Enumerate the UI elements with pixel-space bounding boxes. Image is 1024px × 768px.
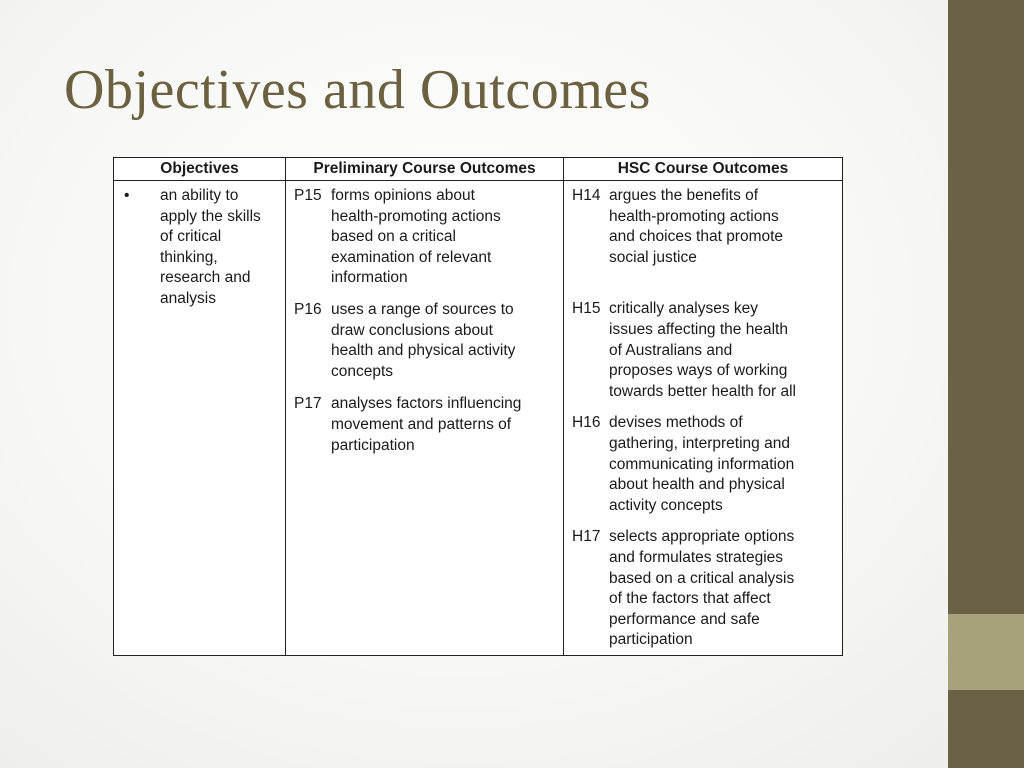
- objectives-outcomes-table: [113, 157, 843, 656]
- text-line: devises methods of: [609, 414, 743, 432]
- text-line: of critical: [160, 228, 222, 246]
- text-line: health and physical activity: [331, 342, 516, 360]
- text-line: health-promoting actions: [331, 207, 501, 225]
- header-preliminary-course-outcomes: Preliminary Course Outcomes: [286, 158, 564, 181]
- text-line: examination of relevant: [331, 248, 492, 266]
- outcome-description: [331, 394, 557, 456]
- text-line: issues affecting the health: [609, 320, 788, 338]
- outcome-description: [609, 413, 836, 516]
- outcome-h14: [572, 186, 836, 268]
- outcome-p17: [294, 394, 557, 456]
- sidebar-accent-block: [948, 614, 1024, 690]
- outcome-h15: [572, 299, 836, 402]
- text-line: research and: [160, 269, 251, 287]
- outcome-code: H15: [572, 300, 601, 318]
- text-line: argues the benefits of: [609, 187, 759, 204]
- table-row: [114, 181, 843, 656]
- objective-item: [122, 186, 279, 310]
- text-line: selects appropriate options: [609, 528, 795, 546]
- text-line: of Australians and: [609, 341, 733, 359]
- text-line: information: [331, 269, 408, 287]
- text-line: and formulates strategies: [609, 548, 784, 566]
- outcome-description: [609, 186, 836, 268]
- text-line: about health and physical: [609, 476, 785, 494]
- text-line: uses a range of sources to: [331, 300, 514, 318]
- text-line: health-promoting actions: [609, 207, 779, 225]
- text-line: based on a critical analysis: [609, 569, 795, 587]
- text-line: performance and safe: [609, 610, 760, 628]
- text-line: thinking,: [160, 248, 218, 266]
- text-line: activity concepts: [609, 496, 723, 514]
- text-line: forms opinions about: [331, 187, 475, 204]
- text-line: proposes ways of working: [609, 362, 788, 380]
- outcome-description: [331, 300, 557, 382]
- text-line: analyses factors influencing: [331, 395, 522, 413]
- objectives-cell: [114, 181, 286, 656]
- text-line: analysis: [160, 289, 216, 307]
- outcome-h17: [572, 527, 836, 651]
- outcome-code: H17: [572, 528, 601, 546]
- text-line: and choices that promote: [609, 228, 784, 246]
- outcome-p15: [294, 186, 557, 289]
- outcome-h16: [572, 413, 836, 516]
- text-line: critically analyses key: [609, 300, 759, 318]
- outcome-code: P17: [294, 395, 322, 413]
- text-line: participation: [331, 436, 415, 454]
- text-line: towards better health for all: [609, 382, 796, 400]
- text-line: movement and patterns of: [331, 415, 512, 433]
- text-line: an ability to: [160, 187, 239, 204]
- text-line: participation: [609, 631, 693, 649]
- table-header-row: [114, 158, 843, 181]
- outcome-code: H16: [572, 414, 601, 432]
- text-line: communicating information: [609, 455, 795, 473]
- outcome-code: P16: [294, 300, 322, 318]
- outcome-code: H14: [572, 187, 601, 204]
- preliminary-outcomes-cell: [286, 181, 564, 656]
- outcome-description: [331, 186, 557, 289]
- text-line: gathering, interpreting and: [609, 434, 790, 452]
- outcome-p16: [294, 300, 557, 382]
- bullet-marker: •: [124, 187, 130, 204]
- text-line: based on a critical: [331, 228, 456, 246]
- hsc-outcomes-cell: [564, 181, 843, 656]
- outcome-description: [609, 527, 836, 651]
- slide-title: Objectives and Outcomes: [64, 59, 651, 121]
- text-line: draw conclusions about: [331, 321, 493, 339]
- objective-text: [160, 186, 279, 310]
- outcome-code: P15: [294, 187, 322, 204]
- header-objectives: Objectives: [114, 158, 286, 181]
- header-hsc-course-outcomes: HSC Course Outcomes: [564, 158, 843, 181]
- outcome-description: [609, 299, 836, 402]
- text-line: social justice: [609, 248, 697, 266]
- text-line: concepts: [331, 362, 394, 380]
- text-line: apply the skills: [160, 207, 261, 225]
- text-line: of the factors that affect: [609, 590, 771, 608]
